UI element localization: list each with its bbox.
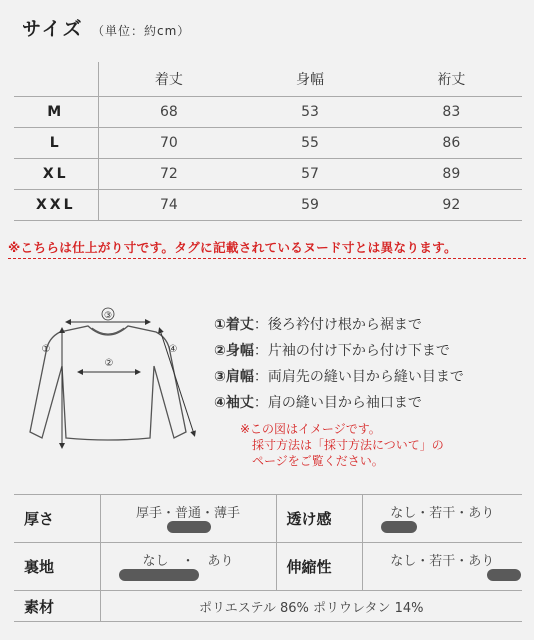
measurement-key: ④袖丈: [214, 395, 254, 411]
diagram-label-2: ②: [104, 358, 114, 369]
stretch-label: 伸縮性: [276, 543, 362, 591]
size-label: XL: [14, 159, 98, 190]
image-note: [240, 421, 444, 469]
size-label: L: [14, 128, 98, 159]
column-header: 身幅: [295, 72, 324, 88]
column-header: 裄丈: [437, 72, 466, 88]
table-cell: 83: [442, 104, 461, 120]
attribute-row: [14, 495, 522, 543]
lining-options: [100, 543, 276, 591]
column-header: 着丈: [154, 72, 183, 88]
page-title: サイズ: [22, 18, 84, 40]
measurement-desc: ：片袖の付け下から付け下まで: [253, 343, 450, 359]
size-table: [14, 62, 522, 221]
table-cell: 55: [301, 135, 319, 151]
size-label: M: [14, 97, 98, 128]
measurement-desc: ：肩の縫い目から袖口まで: [253, 395, 422, 411]
table-row: [14, 97, 522, 128]
material-value: ポリエステル 86% ポリウレタン 14%: [100, 591, 522, 622]
fit-notice: ※こちらは仕上がり寸です。タグに記載されているヌード寸とは異なります。: [8, 240, 457, 255]
image-note-line: 採寸方法は「採寸方法について」の: [252, 438, 444, 452]
measurement-key: ③肩幅: [214, 369, 254, 385]
size-label: XXL: [14, 190, 98, 221]
image-note-line: ※この図はイメージです。: [240, 422, 381, 436]
option-text: なし・若干・あり: [390, 506, 495, 521]
option-text: なし・若干・あり: [390, 554, 495, 569]
option-text: 厚手・普通・薄手: [135, 506, 240, 521]
table-cell: 57: [301, 166, 319, 182]
selected-indicator: [487, 569, 521, 581]
header-blank: [14, 62, 98, 97]
diagram-label-4: ④: [168, 344, 178, 355]
table-row: [14, 190, 522, 221]
table-cell: 68: [160, 104, 178, 120]
stretch-options: [362, 543, 522, 591]
attribute-row: [14, 591, 522, 622]
material-label: 素材: [14, 591, 100, 622]
table-row: [14, 159, 522, 190]
table-cell: 89: [442, 166, 461, 182]
diagram-label-1: ①: [41, 344, 51, 355]
measurement-shoulder: [214, 366, 464, 386]
unit-label: （単位：約cm）: [92, 24, 191, 38]
attribute-row: [14, 543, 522, 591]
table-cell: 59: [301, 197, 319, 213]
table-cell: 86: [442, 135, 461, 151]
shirt-neckline: [92, 328, 124, 334]
garment-diagram: [18, 300, 198, 452]
measurement-length: [214, 314, 422, 334]
lining-label: 裏地: [14, 543, 100, 591]
measurement-key: ②身幅: [214, 343, 254, 359]
shirt-outline: [30, 326, 186, 440]
attributes-table: [14, 494, 522, 622]
table-row: [14, 128, 522, 159]
option-text: なし ・ あり: [142, 554, 234, 569]
notice-divider: [8, 258, 526, 259]
selected-indicator: [381, 521, 417, 533]
thickness-options: [100, 495, 276, 543]
measurement-width: [214, 340, 450, 360]
measurement-desc: ：両肩先の縫い目から縫い目まで: [253, 369, 464, 385]
transparency-options: [362, 495, 522, 543]
selected-indicator: [119, 569, 199, 581]
table-cell: 74: [160, 197, 178, 213]
measurement-desc: ：後ろ衿付け根から裾まで: [253, 317, 422, 333]
selected-indicator: [167, 521, 211, 533]
table-cell: 72: [160, 166, 178, 182]
table-cell: 53: [301, 104, 319, 120]
table-cell: 70: [160, 135, 178, 151]
measurement-sleeve: [214, 392, 422, 412]
table-cell: 92: [442, 197, 461, 213]
diagram-label-3: ③: [103, 311, 113, 321]
measurement-key: ①着丈: [214, 317, 254, 333]
image-note-line: ページをご覧ください。: [252, 454, 384, 468]
thickness-label: 厚さ: [14, 495, 100, 543]
size-table-header: [14, 62, 522, 97]
transparency-label: 透け感: [276, 495, 362, 543]
